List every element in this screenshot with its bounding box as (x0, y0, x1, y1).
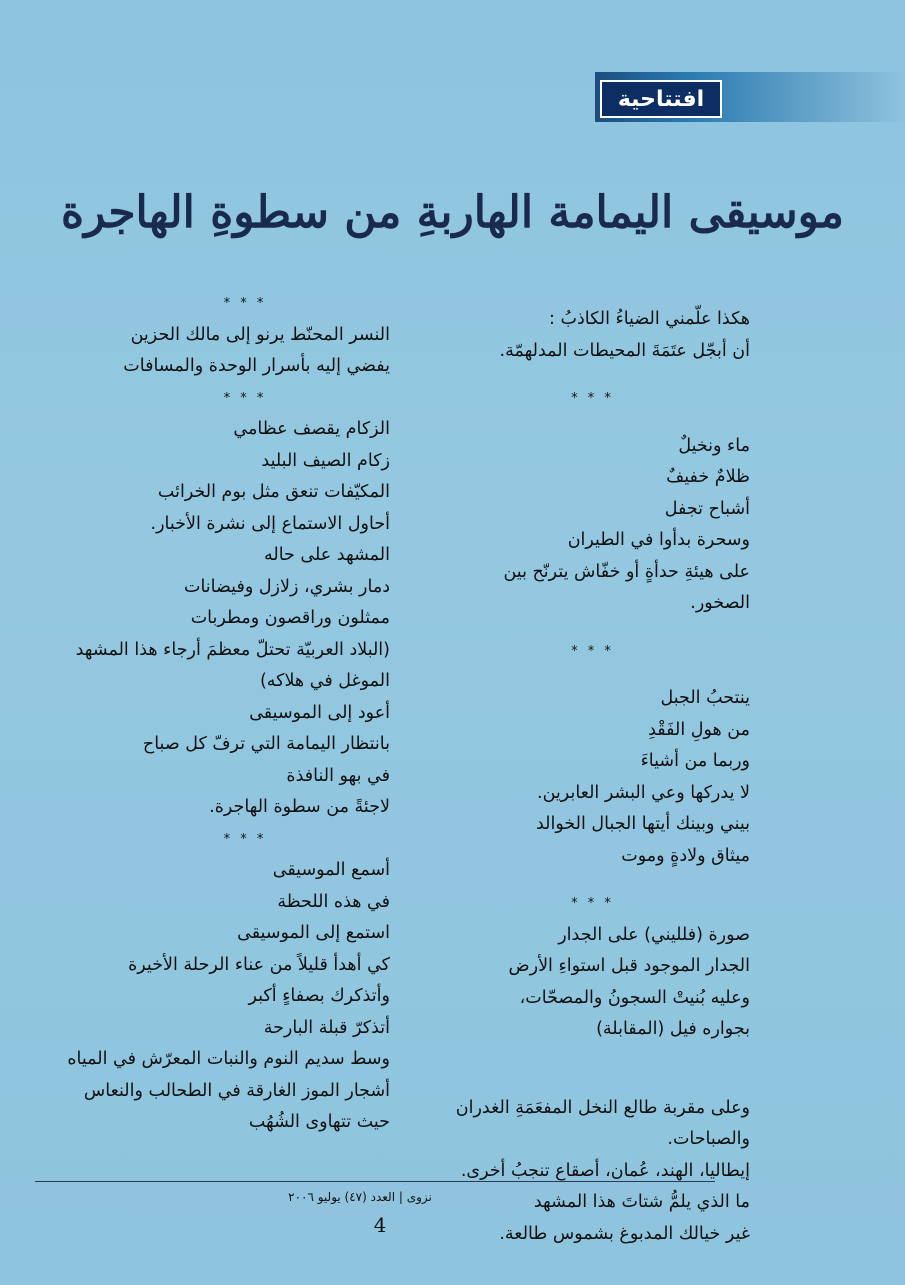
poem-line: ظلامٌ خفيفٌ (666, 467, 750, 487)
stanza-separator: * * * (571, 391, 614, 406)
poem-line: أعود إلى الموسيقى (249, 702, 390, 723)
poem-line: هكذا علّمني الضياءُ الكاذبُ : (549, 309, 750, 329)
poem-line: في هذه اللحظة (277, 891, 390, 912)
poem-line: وأتذكرك بصفاءٍ أكبر (248, 986, 390, 1006)
poem-line: وعلى مقربة طالع النخل المفعَمَةِ الغدران (455, 1097, 750, 1118)
poem-line: المشهد على حاله (264, 545, 390, 565)
poem-line: لاجئةً من سطوة الهاجرة. (209, 797, 390, 817)
poem-line: وسط سديم النوم والنبات المعرّش في المياه (67, 1049, 390, 1069)
poem-line: وربما من أشياءَ (640, 751, 750, 771)
footer-issue-line: نزوى | العدد (٤٧) يوليو ٢٠٠٦ (288, 1190, 432, 1204)
poem-line: في بهو النافذة (286, 765, 390, 786)
poem-line: النسر المحنّط يرنو إلى مالك الحزين (130, 324, 390, 345)
poem-line: لا يدركها وعي البشر العابرين. (537, 782, 750, 803)
poem-line: من هولِ الفَقْدِ (648, 719, 750, 740)
poem-line: ممثلون وراقصون ومطربات (190, 608, 390, 628)
stanza-separator: * * * (571, 643, 614, 659)
poem-line: ماء ونخيلٌ (678, 435, 750, 456)
poem-line: (البلاد العربيّة تحتلّ معظمَ أرجاء هذا المشهد (75, 639, 390, 660)
poem-line: بجواره فيل (المقابلة) (596, 1019, 750, 1039)
poem-line: أسمع الموسيقى (272, 860, 390, 880)
poem-line: على هيئةِ حدأةٍ أو خفّاش يترنّح بين (503, 561, 750, 582)
poem-line: استمع إلى الموسيقى (237, 923, 390, 943)
poem-line: دمار بشري، زلازل وفيضانات (183, 576, 390, 597)
poem-line: حيث تتهاوى الشُهُب (248, 1112, 390, 1132)
stanza-separator: * * * (223, 831, 267, 847)
poem-line: والصباحات. (667, 1129, 750, 1149)
stanza-separator: * * * (223, 296, 267, 311)
section-tag: افتتاحية (600, 80, 722, 118)
poem-line: أتذكرّ قبلة البارحة (263, 1017, 390, 1038)
poem-line: بانتظار اليمامة التي ترفّ كل صباح (142, 734, 390, 754)
stanza-separator: * * * (571, 896, 614, 911)
poem-line: زكام الصيف البليد (261, 450, 390, 471)
poem-line: ميثاق ولادةٍ وموت (621, 845, 750, 866)
page-number: 4 (373, 1213, 387, 1237)
poem-line: أحاول الاستماع إلى نشرة الأخبار. (150, 513, 390, 534)
poem-line: الجدار الموجود قبل استواءِ الأرض (508, 956, 750, 976)
poem-line: وسحرة بدأوا في الطيران (567, 530, 750, 550)
poem-line: الزكام يقصف عظامي (233, 419, 390, 439)
poem-line: ما الذي يلمُّ شتاتَ هذا المشهد (533, 1192, 750, 1212)
poem-line: الصخور. (690, 593, 750, 613)
poem-line: المكيّفات تنعق مثل بوم الخرائب (157, 482, 390, 502)
poem-line: أشباح تجفل (664, 498, 750, 519)
poem-column-left (60, 288, 390, 1139)
poem-line: غير خيالك المدبوغ بشموس طالعة. (499, 1223, 750, 1244)
poem-line: الموغل في هلاكه) (259, 671, 390, 691)
poem-line: صورة (فلليني) على الجدار (558, 924, 750, 945)
footer-divider (35, 1181, 715, 1182)
stanza-separator: * * * (223, 390, 267, 406)
poem-line: وعليه بُنيتْ السجونُ والمصحّات، (519, 987, 750, 1008)
poem-line: كي أهدأ قليلاً من عناء الرحلة الأخيرة (128, 954, 390, 975)
poem-line: أن أبجّل عتَمَةَ المحيطات المدلهمّة. (499, 340, 750, 361)
poem-line: إيطاليا، الهند، عُمان، أصقاع تنجبُ أخرى. (460, 1160, 750, 1181)
poem-line: ينتحبُ الجبل (660, 688, 750, 708)
page-title: موسيقى اليمامة الهاربةِ من سطوةِ الهاجرة (61, 187, 844, 238)
poem-line: بيني وبينك أيتها الجبال الخوالد (535, 814, 750, 834)
poem-line: أشجار الموز الغارقة في الطحالب والنعاس (83, 1080, 390, 1101)
poem-line: يفضي إليه بأسرار الوحدة والمسافات (123, 356, 390, 376)
poem-column-right (395, 288, 750, 1250)
